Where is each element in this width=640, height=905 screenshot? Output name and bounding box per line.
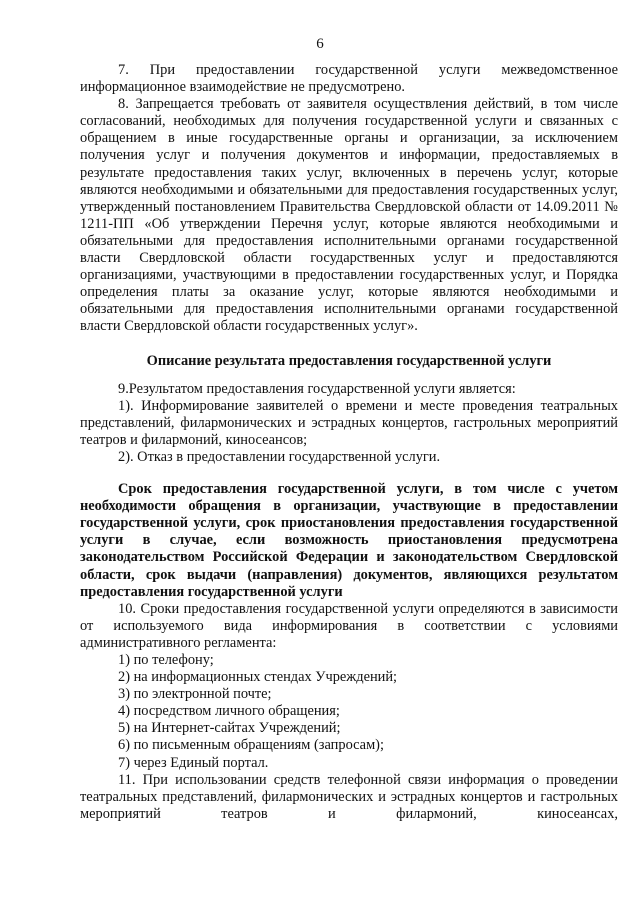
list-item: 1) по телефону;: [118, 652, 214, 668]
list-item: 6) по письменным обращениям (запросам);: [118, 737, 384, 754]
section-heading-result: Описание результата предоставления государственной услуги: [146, 352, 552, 369]
list-item: 4) посредством личного обращения;: [118, 703, 340, 720]
list-item: 5) на Интернет-сайтах Учреждений;: [118, 720, 341, 737]
paragraph-9: 9.Результатом предоставления государственной услуги является:: [118, 380, 516, 397]
section-heading-terms: Срок предоставления государственной услуги, в том числе с учетом необходимости обращения в организации, участвующие в предоставлении государственной услуги, срок приостановления предоставления государственной услуги в случае, если возможность приостановления предусмотрена законодательством Российской Федерации и законодательством Свердловской области, срок выдачи (направления) документов, являющихся результатом предоставления государственной услуги: [80, 481, 618, 600]
list-item: 3) по электронной почте;: [118, 686, 272, 703]
page-number: 6: [316, 36, 324, 52]
paragraph-9-item-1: 1). Информирование заявителей о времени и месте проведения театральных представлений, филармонических и эстрадных концертов, гастрольных мероприятий театров и филармоний, киносеансов;: [80, 397, 618, 448]
document-body: [80, 62, 618, 823]
paragraph-8: 8. Запрещается требовать от заявителя осуществления действий, в том числе согласований, необходимых для получения государственной услуги и связанных с обращением в иные государственные органы и организации, за исключением получения услуг и получения документов и информации, предоставляемых в результате предоставления таких услуг, включенных в перечень услуг, которые являются необходимыми и обязательными для предоставления государственных услуг, утвержденный постановлением Правительства Свердловской области от 14.09.2011 № 1211-ПП «Об утверждении Перечня услуг, которые являются необходимыми и обязательными для предоставления исполнительными органами государственной власти Свердловской области государственных услуг и предоставляются организациями, участвующими в предоставлении государственных услуг, и Порядка определения платы за оказание услуг, которые являются необходимыми и обязательными для предоставления исполнительными органами государственной власти Свердловской области государственных услуг».: [80, 96, 618, 335]
paragraph-7: 7. При предоставлении государственной услуги межведомственное информационное взаимодействие не предусмотрено.: [80, 62, 618, 96]
paragraph-9-item-2: 2). Отказ в предоставлении государственной услуги.: [118, 448, 441, 465]
paragraph-11: 11. При использовании средств телефонной связи информация о проведении театральных представлений, филармонических и эстрадных концертов и гастрольных мероприятий театров и филармоний, киносеансах,: [80, 771, 618, 822]
list-item: 7) через Единый портал.: [118, 754, 269, 771]
list-item: 2) на информационных стендах Учреждений;: [118, 669, 398, 686]
paragraph-10: 10. Сроки предоставления государственной услуги определяются в зависимости от используемого вида информирования в соответствии с условиями административного регламента:: [80, 600, 618, 651]
